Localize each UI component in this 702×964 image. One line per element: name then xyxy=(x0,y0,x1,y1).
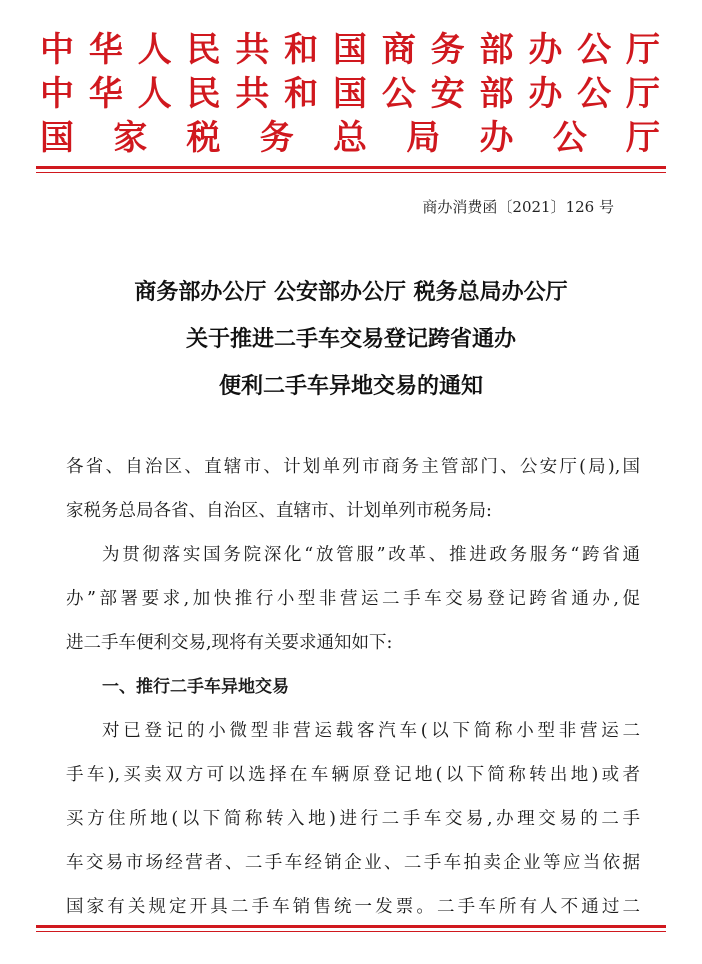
document-number: 商办消费函〔2021〕126 号 xyxy=(422,198,614,216)
title-line-1: 商务部办公厅 公安部办公厅 税务总局办公厅 xyxy=(134,280,568,305)
section-line: 买方住所地(以下简称转入地)进行二手车交易,办理交易的二手 xyxy=(66,809,640,829)
title-line-2: 关于推进二手车交易登记跨省通办 xyxy=(185,327,516,352)
section-heading: 一、推行二手车异地交易 xyxy=(102,677,289,697)
letterhead-divider xyxy=(36,166,666,169)
title-line-3: 便利二手车异地交易的通知 xyxy=(218,374,483,399)
section-line: 国家有关规定开具二手车销售统一发票。二手车所有人不通过二 xyxy=(66,897,640,917)
footer-divider xyxy=(36,925,666,928)
letterhead xyxy=(40,28,660,160)
recipients-line: 各省、自治区、直辖市、计划单列市商务主管部门、公安厅(局),国 xyxy=(66,457,640,477)
intro-line: 进二手车便利交易,现将有关要求通知如下: xyxy=(66,633,393,653)
issuer-commerce: 中华人民共和国商务部办公厅 xyxy=(40,30,660,70)
footer-divider-thin xyxy=(36,931,666,932)
letterhead-divider-thin xyxy=(36,172,666,173)
document-body xyxy=(66,445,640,929)
section-line: 对已登记的小微型非营运载客汽车(以下简称小型非营运二 xyxy=(102,721,640,741)
section-line: 车交易市场经营者、二手车经销企业、二手车拍卖企业等应当依据 xyxy=(66,853,640,873)
intro-line: 为贯彻落实国务院深化“放管服”改革、推进政务服务“跨省通 xyxy=(102,545,640,565)
intro-line: 办”部署要求,加快推行小型非营运二手车交易登记跨省通办,促 xyxy=(66,589,640,609)
section-line: 手车),买卖双方可以选择在车辆原登记地(以下简称转出地)或者 xyxy=(66,765,640,785)
issuer-taxation: 国家税务总局办公厅 xyxy=(40,118,660,158)
recipients-line: 家税务总局各省、自治区、直辖市、计划单列市税务局: xyxy=(66,501,492,521)
issuer-public-security: 中华人民共和国公安部办公厅 xyxy=(40,74,660,114)
